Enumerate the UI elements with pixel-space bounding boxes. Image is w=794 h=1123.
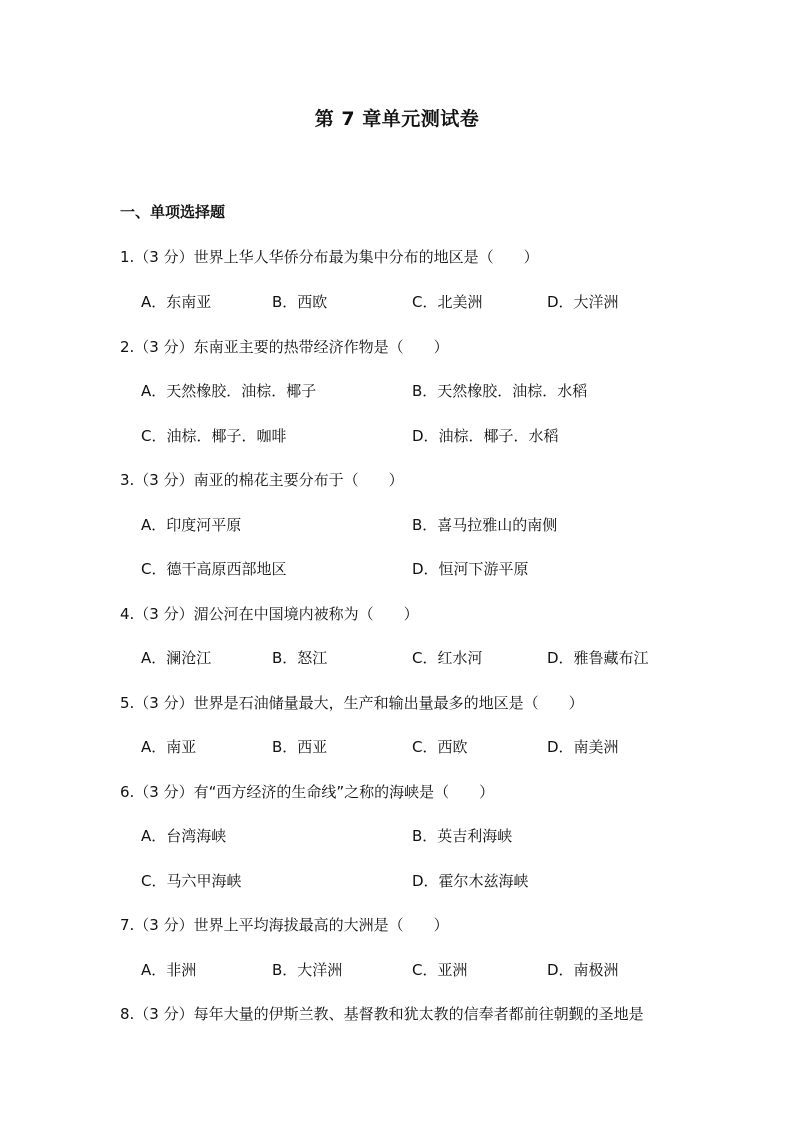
question-4-option-d: D．雅鲁藏布江 — [547, 649, 649, 667]
question-1-option-d: D．大洋洲 — [547, 293, 619, 311]
question-6-option-d: D．霍尔木兹海峡 — [412, 872, 529, 890]
question-4-option-b: B．怒江 — [272, 649, 328, 667]
question-1-stem: 1.（3 分）世界上华人华侨分布最为集中分布的地区是（ ） — [120, 248, 539, 266]
question-7-stem: 7.（3 分）世界上平均海拔最高的大洲是（ ） — [120, 916, 449, 934]
question-3-stem: 3.（3 分）南亚的棉花主要分布于（ ） — [120, 471, 404, 489]
section-heading: 一、单项选择题 — [120, 203, 226, 221]
question-1-option-b: B．西欧 — [272, 293, 328, 311]
question-1-option-a: A．东南亚 — [141, 293, 212, 311]
question-5-option-a: A．南亚 — [141, 738, 197, 756]
question-4-stem: 4.（3 分）湄公河在中国境内被称为（ ） — [120, 605, 419, 623]
question-1-option-c: C．北美洲 — [412, 293, 483, 311]
question-2-stem: 2.（3 分）东南亚主要的热带经济作物是（ ） — [120, 338, 449, 356]
question-6-stem: 6.（3 分）有“西方经济的生命线”之称的海峡是（ ） — [120, 783, 495, 801]
question-5-option-d: D．南美洲 — [547, 738, 619, 756]
question-4-option-a: A．澜沧江 — [141, 649, 212, 667]
question-3-option-a: A．印度河平原 — [141, 516, 242, 534]
page-title: 第 7 章单元测试卷 — [314, 108, 480, 130]
question-2-option-c: C．油棕．椰子．咖啡 — [141, 427, 287, 445]
question-6-option-a: A．台湾海峡 — [141, 827, 227, 845]
question-7-option-c: C．亚洲 — [412, 961, 468, 979]
question-5-stem: 5.（3 分）世界是石油储量最大，生产和输出量最多的地区是（ ） — [120, 694, 584, 712]
question-2-option-b: B．天然橡胶．油棕．水稻 — [412, 382, 588, 400]
question-4-option-c: C．红水河 — [412, 649, 483, 667]
question-5-option-b: B．西亚 — [272, 738, 328, 756]
question-2-option-a: A．天然橡胶．油棕．椰子 — [141, 382, 317, 400]
question-3-option-c: C．德干高原西部地区 — [141, 560, 287, 578]
question-8-stem: 8.（3 分）每年大量的伊斯兰教、基督教和犹太教的信奉者都前往朝觐的圣地是 — [120, 1005, 644, 1023]
question-3-option-d: D．恒河下游平原 — [412, 560, 529, 578]
question-2-option-d: D．油棕．椰子．水稻 — [412, 427, 559, 445]
question-3-option-b: B．喜马拉雅山的南侧 — [412, 516, 558, 534]
question-7-option-a: A．非洲 — [141, 961, 197, 979]
question-7-option-b: B．大洋洲 — [272, 961, 343, 979]
question-6-option-b: B．英吉利海峡 — [412, 827, 513, 845]
question-6-option-c: C．马六甲海峡 — [141, 872, 242, 890]
question-7-option-d: D．南极洲 — [547, 961, 619, 979]
question-5-option-c: C．西欧 — [412, 738, 468, 756]
